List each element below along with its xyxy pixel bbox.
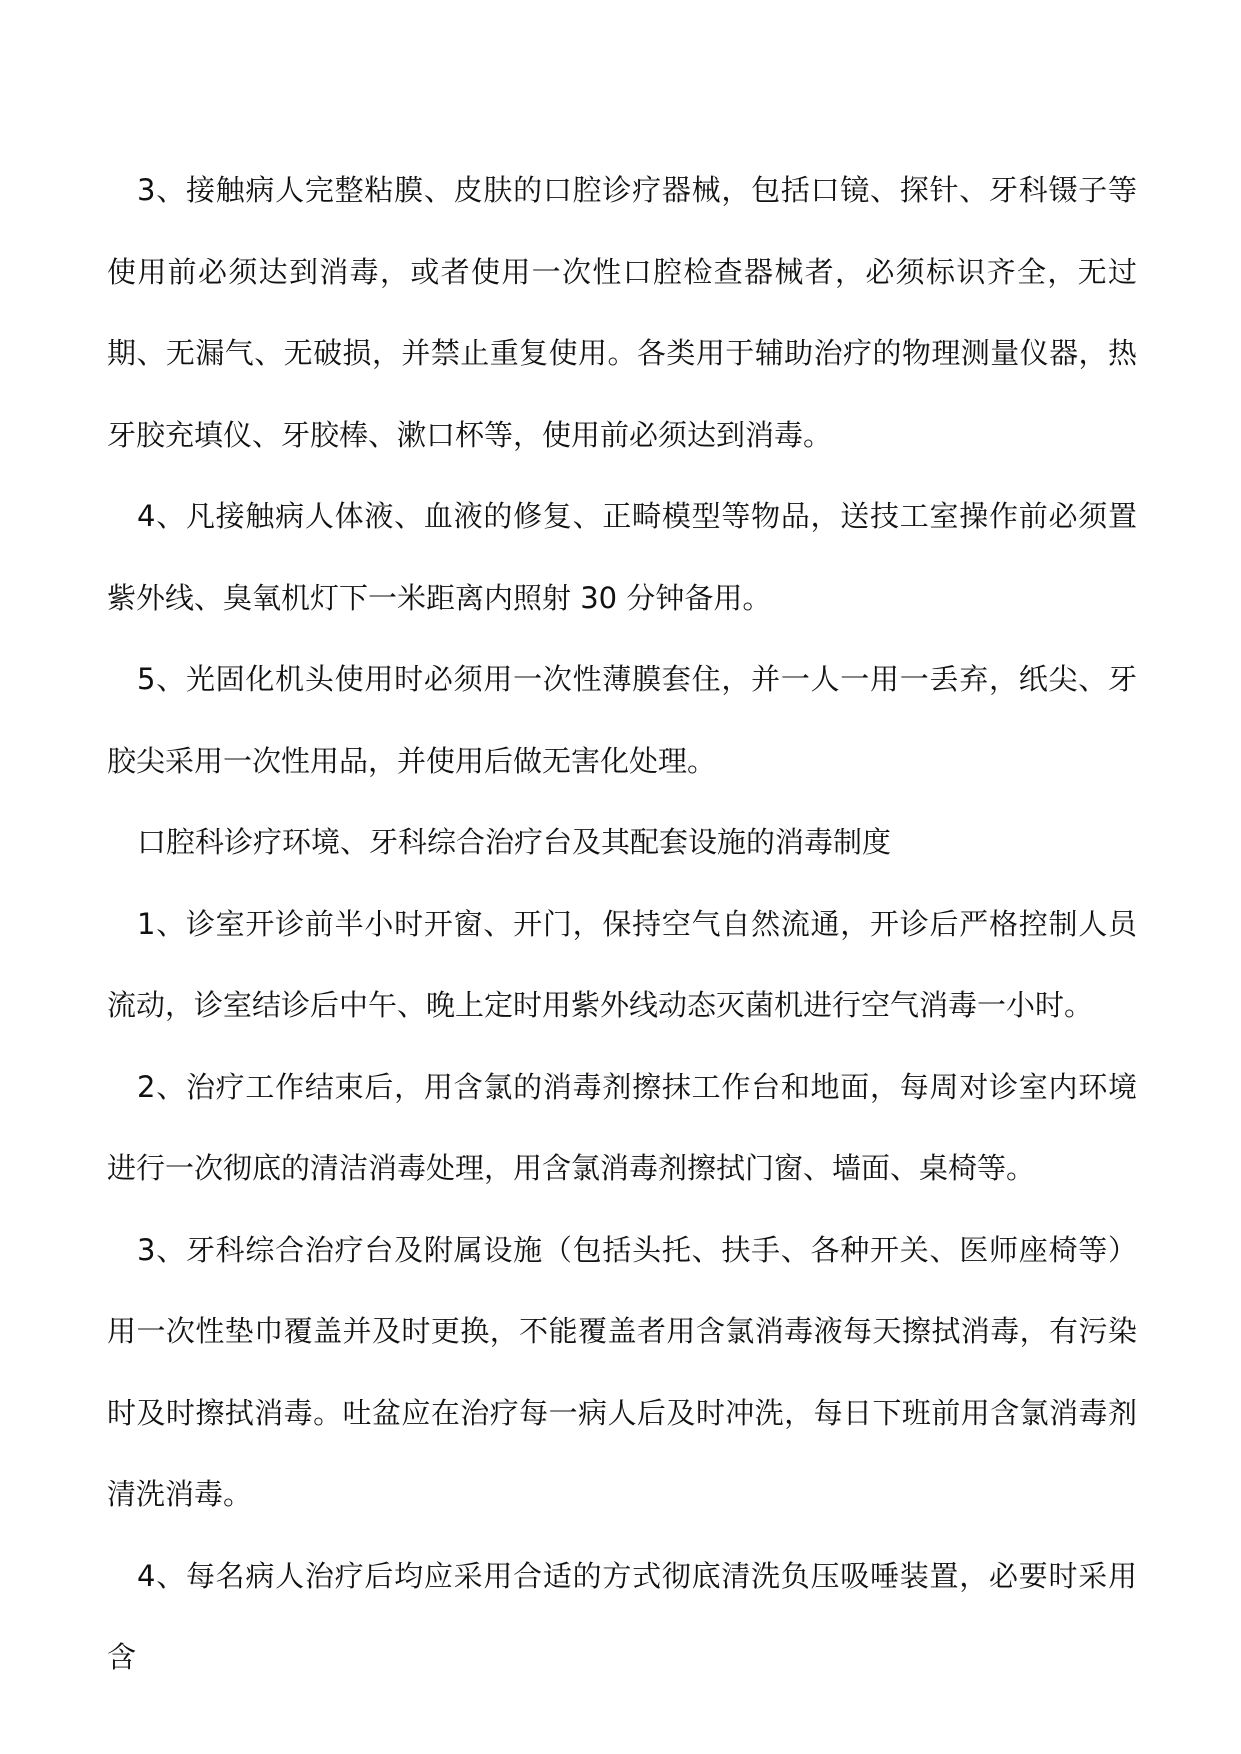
paragraph-item-2-cleaning: 2、治疗工作结束后，用含氯的消毒剂擦抹工作台和地面，每周对诊室内环境进行一次彻底的清洁消毒处理，用含氯消毒剂擦拭门窗、墙面、桌椅等。 (107, 1069, 1137, 1185)
section-heading: 口腔科诊疗环境、牙科综合治疗台及其配套设施的消毒制度 (137, 825, 892, 859)
paragraph-item-3-dental-unit: 3、牙科综合治疗台及附属设施（包括头托、扶手、各种开关、医师座椅等）用一次性垫巾覆盖并及时更换，不能覆盖者用含氯消毒液每天擦拭消毒，有污染时及时擦拭消毒。吐盆应在治疗每一病人后及时冲洗，每日下班前用含氯消毒剂清洗消毒。 (107, 1232, 1137, 1511)
paragraph-item-4-suction: 4、每名病人治疗后均应采用合适的方式彻底清洗负压吸唾装置，必要时采用含 (107, 1558, 1137, 1674)
paragraph-item-1-ventilation: 1、诊室开诊前半小时开窗、开门，保持空气自然流通，开诊后严格控制人员流动，诊室结诊后中午、晚上定时用紫外线动态灭菌机进行空气消毒一小时。 (107, 906, 1137, 1022)
paragraph-item-3-instruments: 3、接触病人完整粘膜、皮肤的口腔诊疗器械，包括口镜、探针、牙科镊子等使用前必须达到消毒，或者使用一次性口腔检查器械者，必须标识齐全，无过期、无漏气、无破损，并禁止重复使用。各类用于辅助治疗的物理测量仪器，热牙胶充填仪、牙胶棒、漱口杯等，使用前必须达到消毒。 (107, 173, 1137, 452)
paragraph-item-5-light-curing: 5、光固化机头使用时必须用一次性薄膜套住，并一人一用一丢弃，纸尖、牙胶尖采用一次性用品，并使用后做无害化处理。 (107, 662, 1137, 778)
paragraph-item-4-models: 4、凡接触病人体液、血液的修复、正畸模型等物品，送技工室操作前必须置紫外线、臭氧机灯下一米距离内照射 30 分钟备用。 (107, 499, 1137, 615)
document-body (107, 150, 1137, 1699)
